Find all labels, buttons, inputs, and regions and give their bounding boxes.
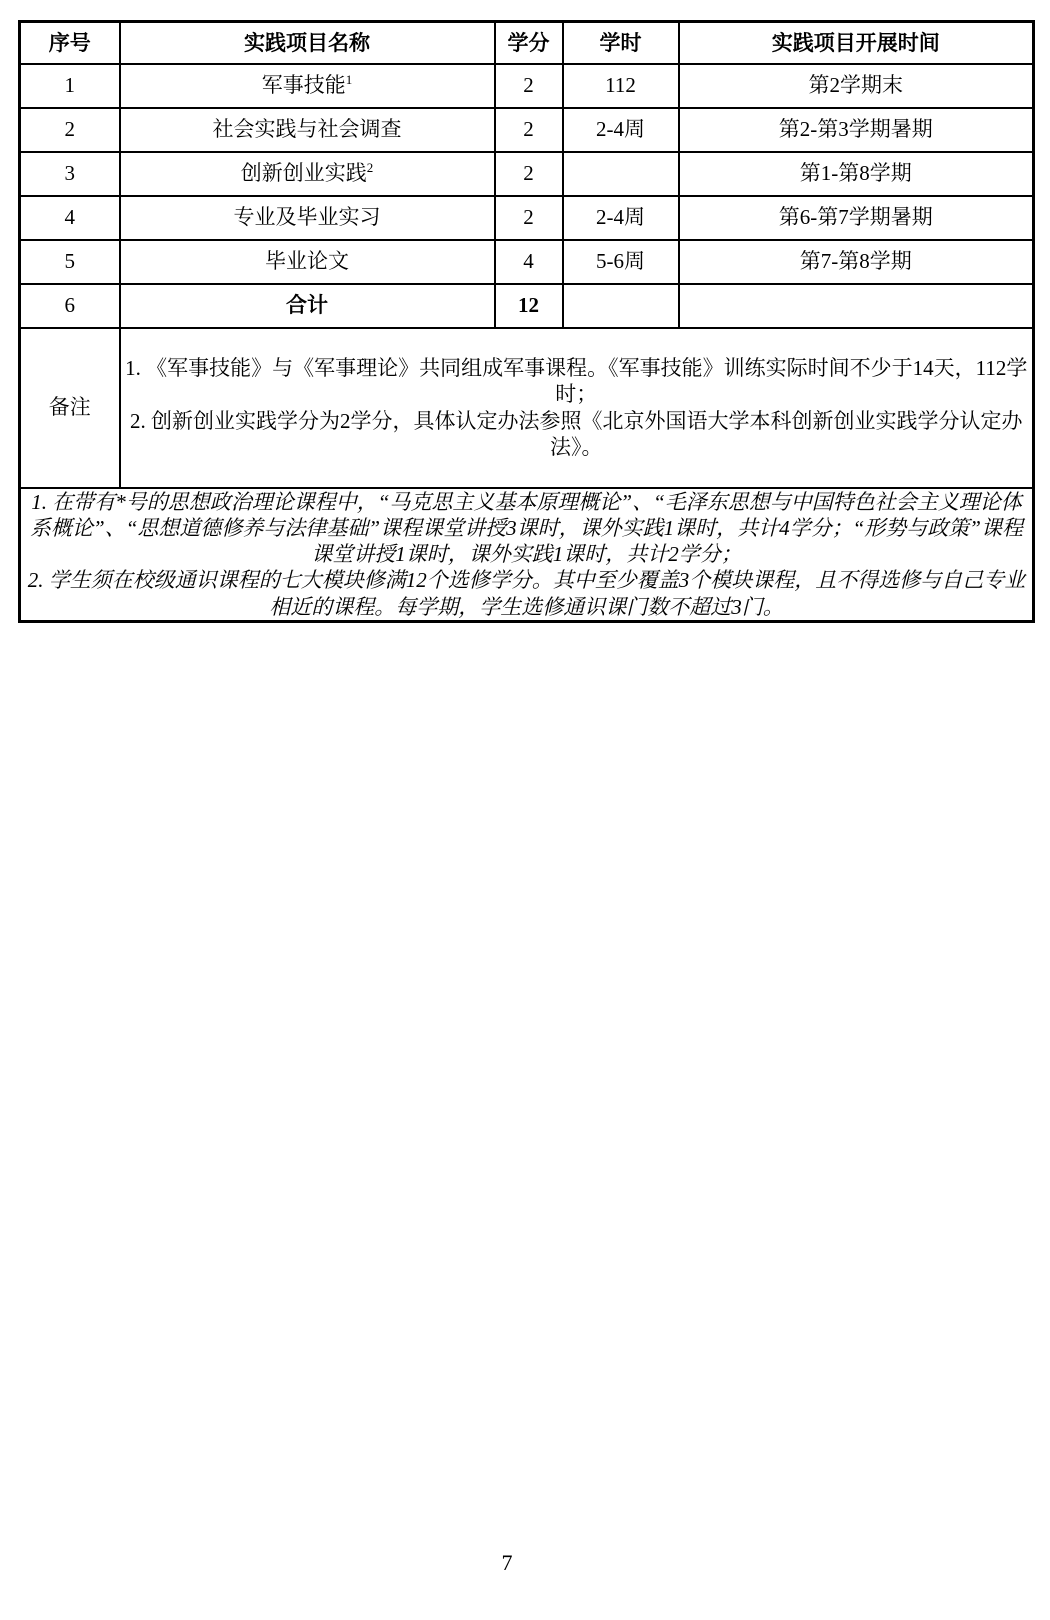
cell-credits: 2 xyxy=(495,64,563,108)
project-name-text: 社会实践与社会调查 xyxy=(212,117,402,142)
project-name-text: 军事技能 xyxy=(261,73,346,98)
table-header-row xyxy=(20,22,1034,64)
header-no: 序号 xyxy=(20,22,120,64)
cell-time: 第1-第8学期 xyxy=(679,152,1034,196)
cell-no: 6 xyxy=(20,284,120,328)
remark-label: 备注 xyxy=(20,328,120,488)
cell-time: 第2学期末 xyxy=(679,64,1034,108)
table-row xyxy=(20,152,1034,196)
table-row xyxy=(20,108,1034,152)
project-name-text: 专业及毕业实习 xyxy=(233,205,381,230)
project-name-text: 创新创业实践 xyxy=(240,161,367,186)
cell-project-name xyxy=(120,64,495,108)
table-row xyxy=(20,196,1034,240)
remark-line: 1. 《军事技能》与《军事理论》共同组成军事课程。《军事技能》训练实际时间不少于14天，112学时； xyxy=(125,356,1028,407)
project-name-text: 毕业论文 xyxy=(265,249,349,274)
remark-content xyxy=(120,328,1034,488)
cell-credits: 2 xyxy=(495,196,563,240)
footnote-superscript: 2 xyxy=(366,160,374,176)
cell-hours xyxy=(563,152,679,196)
cell-project-name xyxy=(120,196,495,240)
page-number: 7 xyxy=(501,1550,513,1575)
footnote-superscript: 1 xyxy=(345,72,353,88)
footnotes-row xyxy=(20,488,1034,622)
cell-hours: 112 xyxy=(563,64,679,108)
header-hours: 学时 xyxy=(563,22,679,64)
header-project-name: 实践项目名称 xyxy=(120,22,495,64)
table-total-row xyxy=(20,284,1034,328)
cell-project-name xyxy=(120,108,495,152)
cell-credits: 2 xyxy=(495,152,563,196)
cell-project-name xyxy=(120,152,495,196)
cell-time: 第6-第7学期暑期 xyxy=(679,196,1034,240)
cell-credits: 2 xyxy=(495,108,563,152)
cell-time: 第2-第3学期暑期 xyxy=(679,108,1034,152)
table-row xyxy=(20,240,1034,284)
cell-no: 5 xyxy=(20,240,120,284)
header-time: 实践项目开展时间 xyxy=(679,22,1034,64)
cell-hours: 2-4周 xyxy=(563,108,679,152)
practice-projects-table xyxy=(18,20,1035,623)
cell-no: 4 xyxy=(20,196,120,240)
cell-credits: 4 xyxy=(495,240,563,284)
remark-line: 2. 创新创业实践学分为2学分，具体认定办法参照《北京外国语大学本科创新创业实践学分认定办法》。 xyxy=(130,408,1023,459)
cell-total-credits: 12 xyxy=(495,284,563,328)
cell-time: 第7-第8学期 xyxy=(679,240,1034,284)
cell-project-name xyxy=(120,240,495,284)
footnotes-block xyxy=(20,488,1034,622)
cell-time xyxy=(679,284,1034,328)
total-label-text: 合计 xyxy=(286,293,328,318)
header-credits: 学分 xyxy=(495,22,563,64)
footnote-item: 1. 在带有*号的思想政治理论课程中，“马克思主义基本原理概论”、“毛泽东思想与中国特色社会主义理论体系概论”、“思想道德修养与法律基础”课程课堂讲授3课时，课外实践1课时，共计4学分；“形势与政策”课程课堂讲授1课时，课外实践1课时，共计2学分； xyxy=(30,489,1023,566)
cell-no: 3 xyxy=(20,152,120,196)
cell-hours: 2-4周 xyxy=(563,196,679,240)
cell-no: 1 xyxy=(20,64,120,108)
cell-total-label xyxy=(120,284,495,328)
footnote-item: 2. 学生须在校级通识课程的七大模块修满12个选修学分。其中至少覆盖3个模块课程，且不得选修与自己专业相近的课程。每学期，学生选修通识课门数不超过3门。 xyxy=(27,568,1026,619)
cell-no: 2 xyxy=(20,108,120,152)
cell-hours xyxy=(563,284,679,328)
remark-row xyxy=(20,328,1034,488)
table-row xyxy=(20,64,1034,108)
cell-hours: 5-6周 xyxy=(563,240,679,284)
